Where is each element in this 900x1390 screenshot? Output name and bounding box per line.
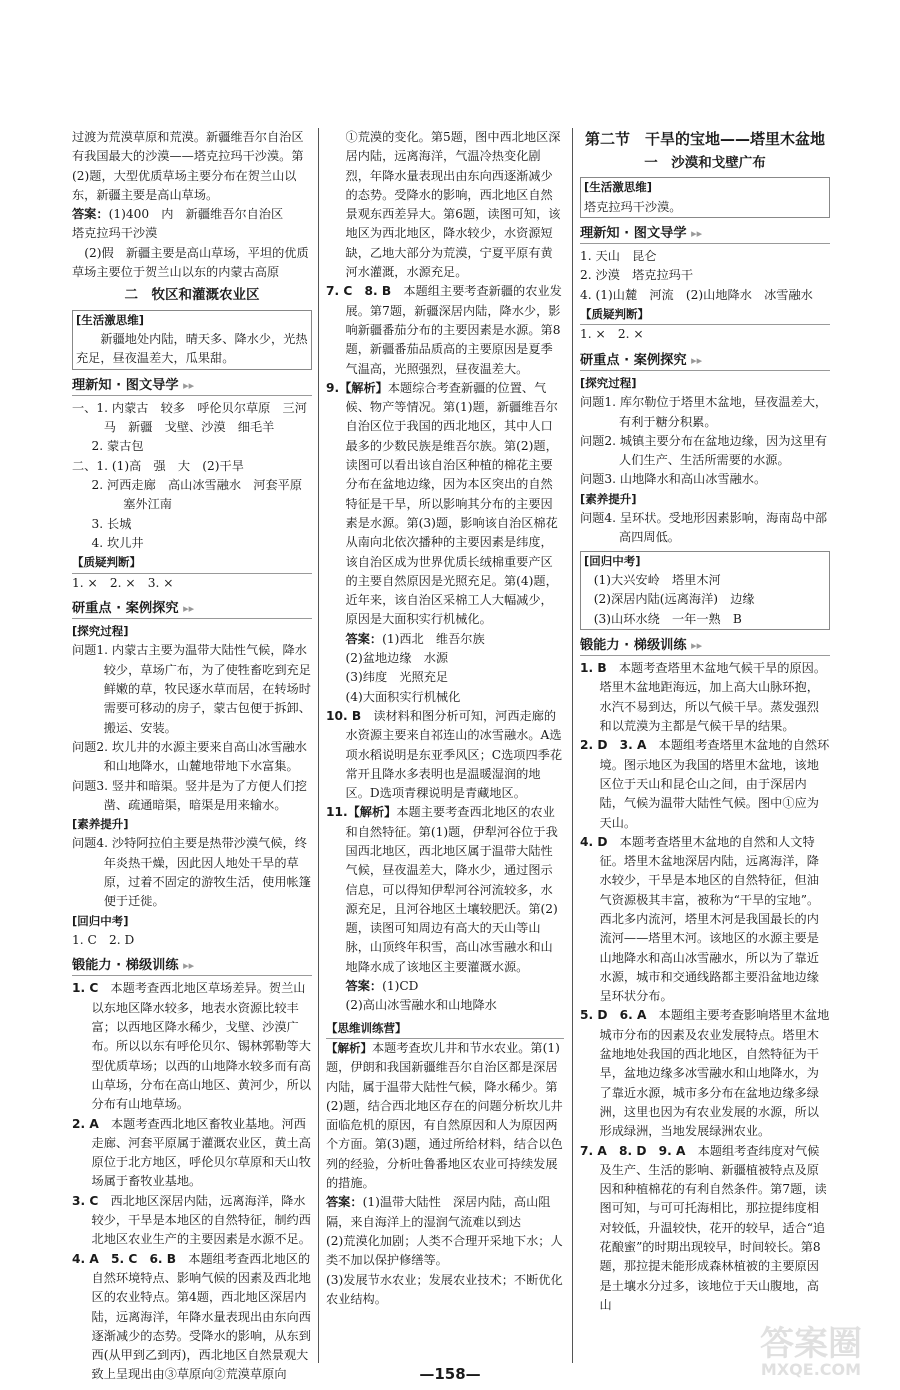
back-answers: 1. C 2. D: [72, 932, 135, 947]
chapter-title: 第二节 干旱的宝地——塔里木盆地: [584, 130, 825, 148]
answer-label: 答案：: [72, 207, 109, 222]
answer-text: (1)温带大陆性 深居内陆，高山阻隔，来自海洋上的湿润气流难以到达: [326, 1195, 551, 1229]
question: 问题1. 库尔勒位于塔里木盆地，昼夜温差大，有利于糖分积累。: [580, 395, 828, 429]
tag-life: [生活激思维]: [76, 312, 145, 327]
life-box: [580, 177, 830, 218]
column-left: [72, 128, 315, 1385]
column-divider: [572, 128, 573, 1363]
exercise-text: 本题考查塔里木盆地气候干旱的原因。塔里木盆地距海远，加上高大山脉环抱，水汽不易到达，所以气候干旱。蒸发强烈和以荒漠为主都是气候干旱的结果。: [599, 661, 827, 734]
answer-line: (2)盆地边缘 水源: [345, 651, 449, 666]
answer-line: (4)大面积实行机械化: [345, 689, 461, 704]
list-item: 4. (1)山麓 河流 (2)山地降水 冰雪融水: [580, 287, 813, 302]
judge-answers: 1. × 2. ×: [580, 327, 644, 342]
answer-line: (2)荒漠化加剧；人类不合理开采地下水；人类不加以保护修缮等。: [326, 1233, 563, 1268]
answer-line: 塔克拉玛干沙漠: [72, 226, 158, 241]
tag-explore: [探究过程]: [580, 375, 637, 390]
section-heading-study: [72, 599, 312, 619]
tag-up: [素养提升]: [580, 491, 637, 506]
chevron-right-icon: ▸▸: [183, 959, 195, 973]
judge-answers: 1. × 2. × 3. ×: [72, 575, 174, 590]
exercise-number: 4. D: [580, 834, 608, 849]
exercise-number: 2. D 3. A: [580, 738, 647, 753]
exercise: [326, 282, 564, 378]
watermark-logo: [736, 1315, 886, 1380]
chevron-right-icon: ▸▸: [183, 601, 195, 615]
think-paragraph: [326, 1039, 564, 1193]
exercise-text: 本题组考查纬度对气候及生产、生活的影响、新疆植被特点及原因和种植棉花的有利自然条件。第7题，读图可知，与可可托海相比，那拉提纬度相对较低，升温较快，花开的较早，适合“追花酿蜜”的时期出现较早，时间较长。第8题，那拉提未能形成森林植被的主要原因是土壤水分过多，该地位于天山腹地，高山: [599, 1143, 827, 1312]
section-heading-text: 研重点 · 案例探究: [72, 600, 179, 616]
exercise-number: 2. A: [72, 1116, 99, 1131]
tag-explore: [探究过程]: [72, 624, 129, 639]
exercise-text: 本题考查西北地区草场差异。贺兰山以东地区降水较多，地表水资源比较丰富；以西地区降水稀少，戈壁、沙漠广布。所以以东有呼伦贝尔、锡林郭勒等大型优质草场；以西的山地降水较多而有高山草场，分布在高山地区、黄河少，所以分布有山地草场。: [91, 981, 311, 1112]
exercise: [580, 736, 830, 832]
question: 问题1. 内蒙古主要为温带大陆性气候，降水较少，草场广布，为了使牲畜吃到充足鲜嫩的草，牧民逐水草而居，在转场时需要可移动的房子，蒙古包便于拆卸、搬运、安装。: [72, 643, 311, 735]
tag-life: [生活激思维]: [584, 180, 653, 195]
section-heading-text: 理新知 · 图文导学: [72, 377, 179, 393]
exercise-text: 本题组主要考查影响塔里木盆地城市分布的因素及农业发展特点。塔里木盆地地处我国的西北地区，自然特征为干旱，盆地边缘多冰雪融水和山地降水，为了靠近水源，城市多分布在盆地边缘多绿洲，这里也因为有农业发展的水源，所以形成绿洲，当地发展绿洲农业。: [599, 1008, 830, 1139]
exercise: [326, 803, 564, 977]
exercise-number: 1. B: [580, 661, 607, 676]
section-heading-train: [580, 636, 830, 656]
exercise-number: 7. C 8. B: [326, 284, 392, 299]
answer-line: (3)纬度 光照充足: [345, 670, 449, 685]
tag-up: [素养提升]: [72, 817, 129, 832]
exercise: [326, 707, 564, 803]
exercise-number: 7. A 8. D 9. A: [580, 1143, 686, 1158]
answer-line: [326, 977, 564, 996]
chevron-right-icon: ▸▸: [183, 378, 195, 392]
list-item: 一、1. 内蒙古 较多 呼伦贝尔草原 三河马 新疆 戈壁、沙漠 细毛羊: [72, 400, 307, 435]
svg-text:答案圈: 答案圈: [760, 1324, 862, 1364]
answer-line: [72, 205, 312, 224]
answer-text: (1)西北 维吾尔族: [382, 631, 485, 646]
tag-judge: 【质疑判断】: [72, 553, 312, 573]
section-heading-learn: [580, 224, 830, 244]
back-answer: (2)深居内陆(远离海洋) 边缘: [593, 592, 755, 607]
column-middle: [326, 128, 564, 1309]
answer-line: (3)发展节水农业；发展农业技术；不断优化农业结构。: [326, 1272, 563, 1306]
section-heading-study: [580, 351, 830, 371]
list-item: 二、1. (1)高 强 大 (2)干旱: [72, 458, 244, 473]
answer-text: (1)400 内 新疆维吾尔自治区: [108, 207, 284, 222]
life-text: 新疆地处内陆，晴天多、降水少，光热充足，昼夜温差大，瓜果甜。: [76, 331, 308, 366]
question: 问题3. 山地降水和高山冰雪融水。: [580, 472, 767, 487]
answer-text: (1)CD: [382, 979, 419, 994]
answer-line: [326, 1193, 564, 1232]
back-answer: (3)山环水绕 一年一熟 B: [593, 611, 742, 626]
exercise: [580, 1006, 830, 1141]
svg-text:MXQE.COM: MXQE.COM: [760, 1360, 862, 1379]
exercise-number: 4. A 5. C 6. B: [72, 1251, 177, 1266]
think-label: 【解析】: [326, 1040, 372, 1055]
question: 问题4. 呈环状。受地形因素影响，海南岛中部高四周低。: [580, 511, 828, 545]
exercise-text: 本题考查塔里木盆地的自然和人文特征。塔里木盆地深居内陆，远离海洋，降水较少，干旱是本地区的自然特征，但油气资源极其丰富，被称为“干旱的宝地”。西北多内流河，塔里木河是我国最长的内流河——塔里木河。该地区的水源主要是山地降水和高山冰雪融水，所以为了靠近水源，城市和交通线路都主要沿盆地边缘呈环状分布。: [599, 834, 820, 1004]
column-divider: [318, 128, 319, 1363]
exercise: [72, 979, 312, 1114]
question: 问题3. 竖井和暗渠。竖井是为了方便人们挖凿、疏通暗渠，暗渠是用来输水。: [72, 778, 307, 812]
list-item: 3. 长城: [91, 516, 132, 531]
tag-think: 【思维训练营】: [326, 1019, 564, 1039]
list-item: 2. 河西走廊 高山冰雪融水 河套平原 塞外江南: [91, 478, 315, 512]
section-heading-train: [72, 956, 312, 976]
exercise: [326, 379, 564, 630]
list-item: 2. 沙漠 塔克拉玛干: [580, 268, 694, 283]
back-box: [580, 551, 830, 630]
paragraph: 过渡为荒漠草原和荒漠。新疆维吾尔自治区有我国最大的沙漠——塔克拉玛干沙漠。第(2)题，大型优质草场主要分布在贺兰山以东，新疆主要是高山草场。: [72, 130, 304, 202]
exercise: [72, 1115, 312, 1192]
exercise-number: 11.【解析】: [326, 805, 397, 820]
exercise: [580, 1142, 830, 1316]
exercise-number: 5. D 6. A: [580, 1008, 647, 1023]
answer-label: 答案：: [345, 979, 383, 994]
paragraph: ①荒漠的变化。第5题，图中西北地区深居内陆，远离海洋，气温冷热变化剧烈，年降水量表现出由东向西逐渐减少的态势。受降水的影响，西北地区自然景观东西差异大。第6题，读图可知，该地区为西北地区，降水较少，水资源短缺，乙地大部分为荒漠，宁夏平原有黄河水灌溉，水源充足。: [345, 130, 561, 280]
chevron-right-icon: ▸▸: [691, 353, 703, 367]
exercise: [72, 1192, 312, 1250]
exercise-text: 本题综合考查新疆的位置、气候、物产等情况。第(1)题，新疆维吾尔自治区位于我国的西北地区，其中人口最多的少数民族是维吾尔族。第(2)题，读图可以看出该自治区种植的棉花主要分布在盆地边缘，因为本区突出的自然特征是干旱，所以影响其分布的主要因素是水源。第(3)题，影响该自治区棉花从南向北依次播种的主要因素是纬度，该自治区成为世界优质长绒棉重要产区的主要自然原因是光照充足。第(4)题，近年来，该自治区采棉工人大幅减少，原因是大面积实行机械化。: [345, 380, 558, 627]
section-heading-text: 研重点 · 案例探究: [580, 352, 687, 368]
section-title: 一 沙漠和戈壁广布: [644, 155, 766, 171]
exercise-text: 本题组考查塔里木盆地的自然环境。图示地区为我国的塔里木盆地，该地区位于天山和昆仑山之间，由于深居内陆，气候为温带大陆性气候。图中①应为天山。: [599, 738, 830, 830]
life-text: 塔克拉玛干沙漠。: [584, 199, 682, 214]
exercise-text: 本题主要考查西北地区的农业和自然特征。第(1)题，伊犁河谷位于我国西北地区，西北地区属于温带大陆性气候，昼夜温差大，降水少，通过图示信息，可以得知伊犁河谷河流较多，水源充足，且河谷地区土壤较肥沃。第(2)题，读图可知周边有高大的天山等山脉，山顶终年积雪，高山冰雪融水和山地降水成了该地区主要灌溉水源。: [345, 805, 558, 974]
exercise: [580, 833, 830, 1007]
chevron-right-icon: ▸▸: [691, 226, 703, 240]
list-item: 4. 坎儿井: [91, 535, 144, 550]
section-heading-text: 锻能力 · 梯级训练: [580, 637, 687, 653]
exercise-text: 本题组主要考查新疆的农业发展。第7题，新疆深居内陆，降水少，影响新疆番茄分布的主要因素是水源。第8题，新疆番茄品质高的主要原因是夏季气温高，光照强烈，昼夜温差大。: [345, 284, 562, 376]
life-box: [72, 310, 312, 370]
back-answer: (1)大兴安岭 塔里木河: [593, 572, 721, 587]
tag-back: [回归中考]: [584, 553, 641, 568]
exercise: [580, 659, 830, 736]
tag-judge: 【质疑判断】: [580, 305, 830, 325]
section-title: 二 牧区和灌溉农业区: [124, 287, 260, 304]
exercise-text: 西北地区深居内陆，远离海洋，降水较少，干旱是本地区的自然特征，制约西北地区农业生产的主要因素是水源不足。: [91, 1193, 311, 1247]
section-heading-text: 理新知 · 图文导学: [580, 225, 687, 241]
exercise-number: 1. C: [72, 981, 99, 996]
list-item: 1. 天山 昆仑: [580, 249, 657, 264]
section-heading-text: 锻能力 · 梯级训练: [72, 958, 179, 974]
page-number: —158—: [419, 1365, 481, 1383]
answer-line: [326, 630, 564, 649]
answer-label: 答案：: [326, 1195, 363, 1210]
question: 问题4. 沙特阿拉伯主要是热带沙漠气候，终年炎热干燥，因此因人地处干旱的草原，过着不固定的游牧生活，使用帐篷便于迁徙。: [72, 836, 311, 909]
column-right: [580, 128, 830, 1315]
exercise-number: 9.【解析】: [326, 380, 388, 395]
exercise-number: 10. B: [326, 708, 362, 723]
section-heading-learn: [72, 376, 312, 396]
exercise-text: 读材料和图分析可知，河西走廊的水资源主要来自祁连山的冰雪融水。A选项水稻说明是东亚季风区；C选项四季花常开且降水多表明也是温暖湿润的地区。D选项青稞说明是青藏地区。: [345, 708, 563, 801]
answer-line: (2)高山冰雪融水和山地降水: [345, 998, 497, 1013]
exercise-text: 本题组考查西北地区的自然环境特点、影响气候的因素及西北地区的农业特点。第4题，西北地区深居内陆，远离海洋，年降水量表现出由东向西逐渐减少的态势。受降水的影响，从东到西(从甲到乙到丙)，西北地区自然景观大致上呈现出由③草原向②荒漠草原向: [91, 1251, 311, 1382]
list-item: 2. 蒙古包: [91, 439, 144, 454]
question: 问题2. 城镇主要分布在盆地边缘，因为这里有人们生产、生活所需要的水源。: [580, 433, 828, 468]
think-text: 本题考查坎儿井和节水农业。第(1)题，伊朗和我国新疆维吾尔自治区都是深居内陆，属于温带大陆性气候，降水稀少。第(2)题，结合西北地区存在的问题分析坎儿井面临危机的原因，有自然原因和人为原因两个方面。第(3)题，通过所给材料，结合以色列的经验，分析吐鲁番地区农业可持续发展的措施。: [326, 1040, 563, 1191]
answer-label: 答案：: [345, 631, 383, 646]
tag-back: [回归中考]: [72, 913, 129, 928]
answer-line: (2)假 新疆主要是高山草场，平坦的优质草场主要位于贺兰山以东的内蒙古高原: [72, 245, 309, 280]
exercise-number: 3. C: [72, 1193, 99, 1208]
question: 问题2. 坎儿井的水源主要来自高山冰雪融水和山地降水，山麓地带地下水富集。: [72, 739, 307, 774]
exercise-text: 本题考查西北地区畜牧业基地。河西走廊、河套平原属于灌溉农业区，黄土高原位于北方地区，呼伦贝尔草原和天山牧场属于畜牧业基地。: [91, 1116, 311, 1189]
chevron-right-icon: ▸▸: [691, 638, 703, 652]
